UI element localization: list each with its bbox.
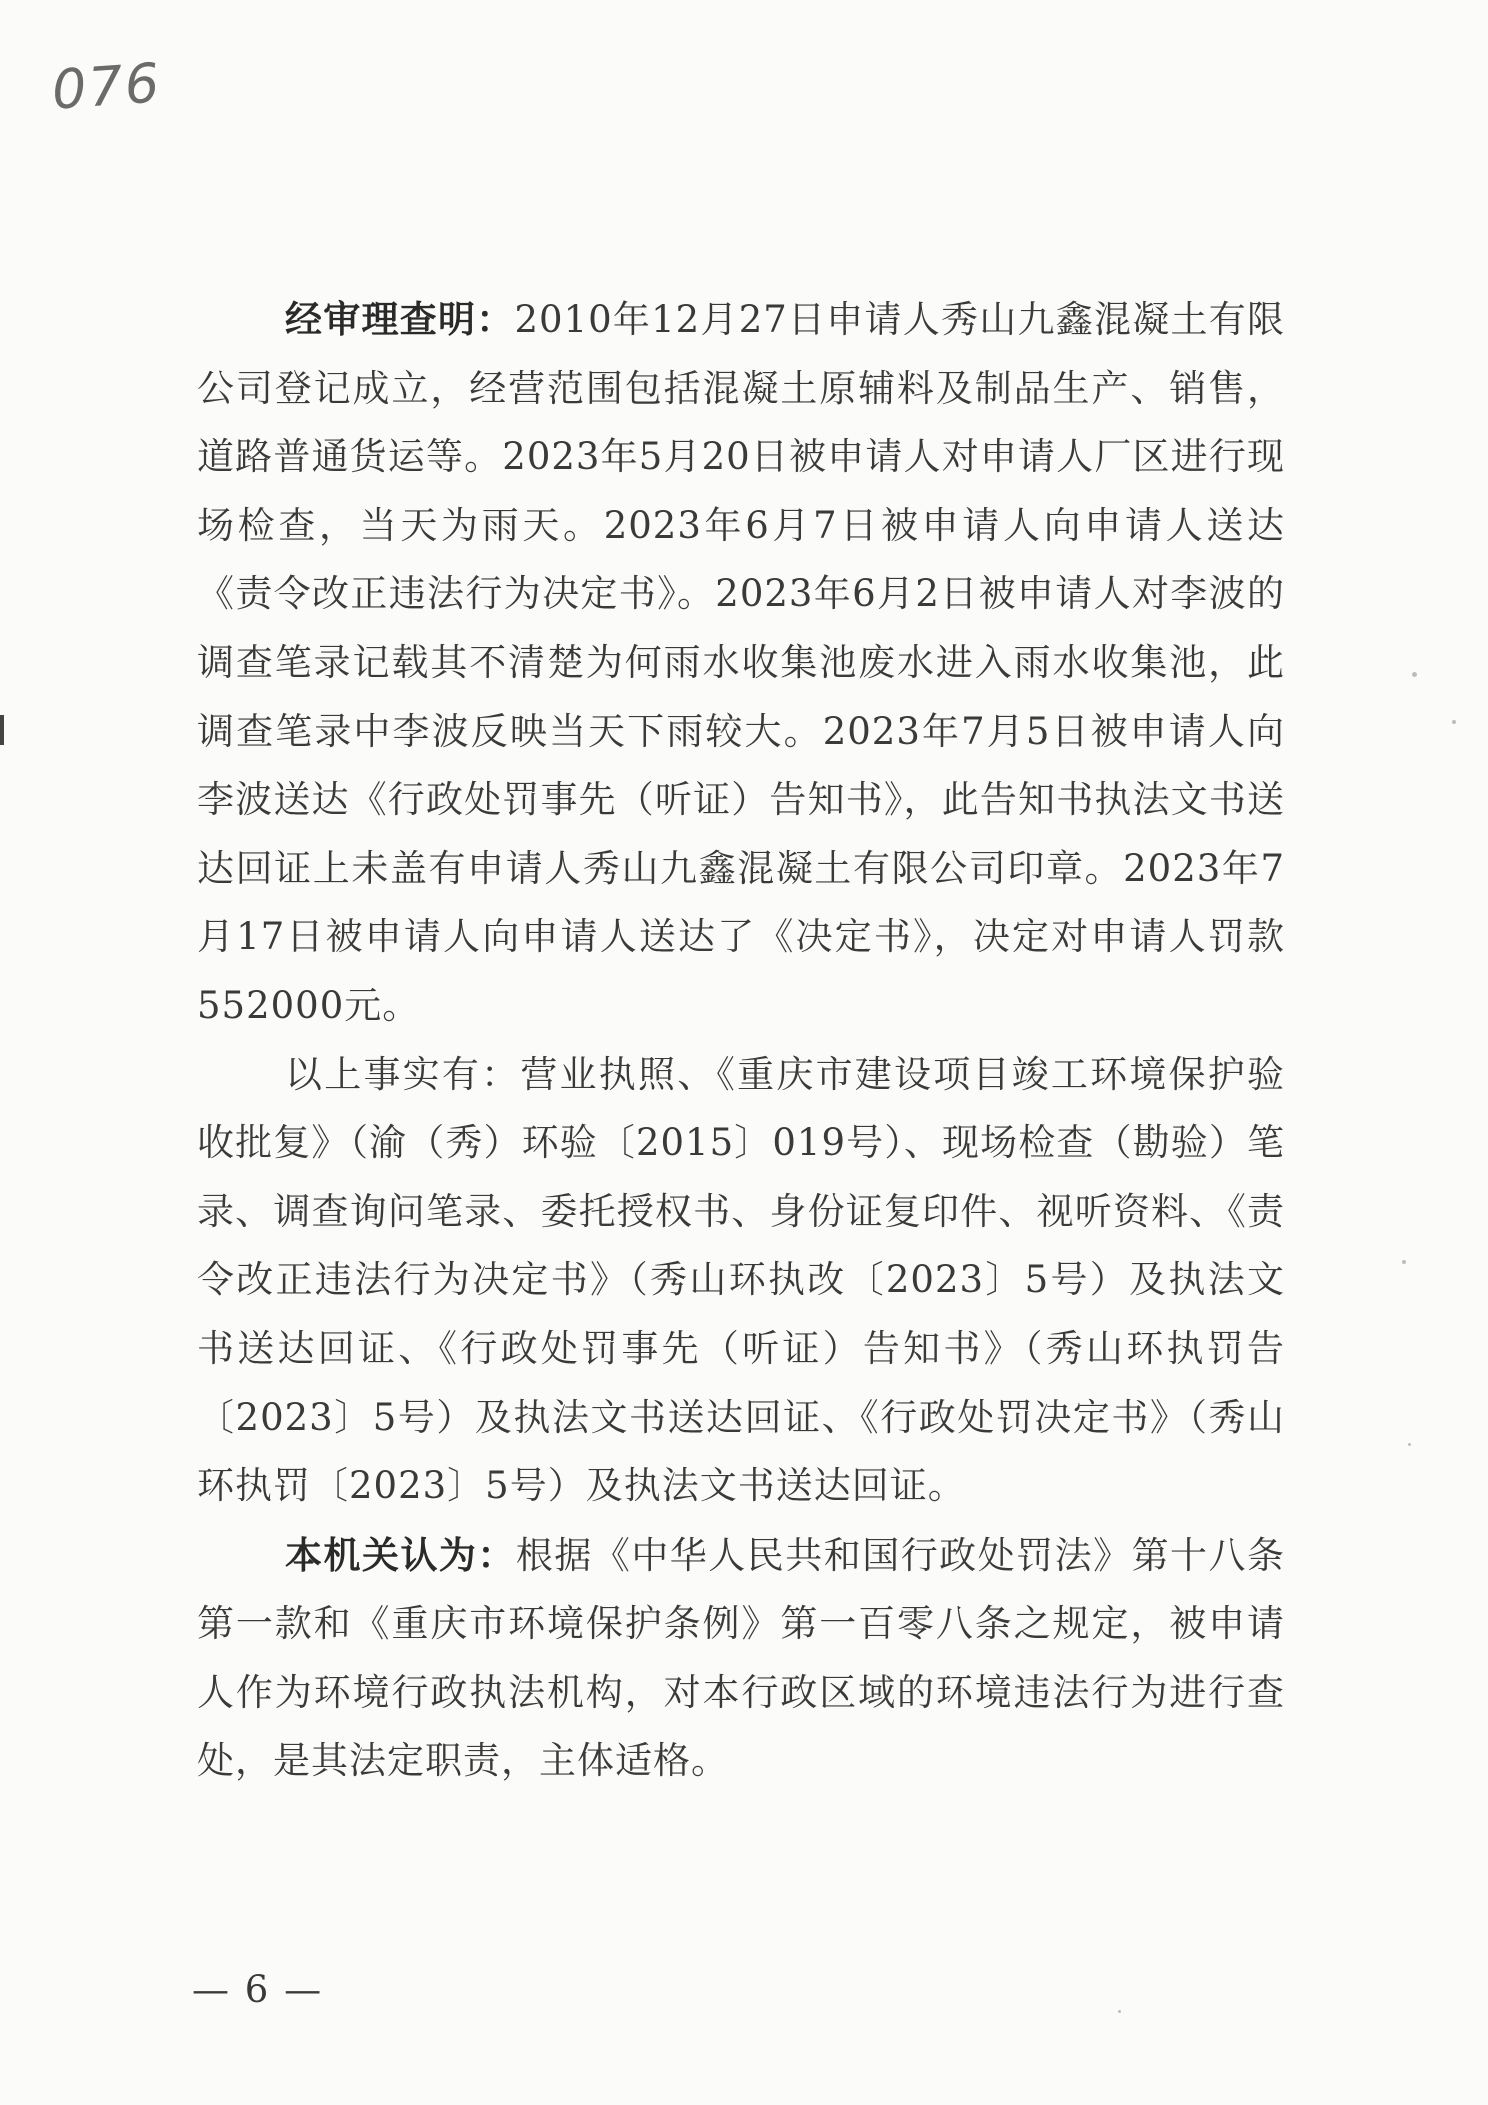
paragraph-lead: 经审理查明：	[285, 297, 515, 341]
paragraph-findings	[197, 285, 1285, 1041]
handwritten-page-mark: 076	[49, 51, 164, 122]
document-body	[197, 285, 1285, 1796]
scan-speck	[1452, 720, 1456, 724]
page-number: — 6 —	[192, 1968, 324, 2011]
paragraph-lead: 本机关认为：	[285, 1532, 516, 1577]
paragraph-text: 根据《中华人民共和国行政处罚法》第十八条第一款和《重庆市环境保护条例》第一百零八条之规定，被申请人作为环境行政执法机构，对本行政区域的环境违法行为进行查处，是其法定职责，主体适格。	[197, 1533, 1286, 1783]
scan-speck	[1408, 1443, 1411, 1446]
scan-speck	[1412, 672, 1417, 677]
paragraph-opinion	[197, 1521, 1285, 1796]
scan-speck	[1402, 1260, 1406, 1264]
paragraph-text: 以上事实有：营业执照、《重庆市建设项目竣工环境保护验收批复》（渝（秀）环验〔2015〕019号）、现场检查（勘验）笔录、调查询问笔录、委托授权书、身份证复印件、视听资料、《责令改正违法行为决定书》（秀山环执改〔2023〕5号）及执法文书送达回证、《行政处罚事先（听证）告知书》（秀山环执罚告〔2023〕5号）及执法文书送达回证、《行政处罚决定书》（秀山环执罚〔2023〕5号）及执法文书送达回证。	[197, 1052, 1285, 1508]
scan-edge-mark	[0, 715, 4, 745]
paragraph-evidence	[197, 1041, 1285, 1521]
scan-speck	[1118, 2010, 1121, 2013]
paragraph-text: 2010年12月27日申请人秀山九鑫混凝土有限公司登记成立，经营范围包括混凝土原辅料及制品生产、销售，道路普通货运等。2023年5月20日被申请人对申请人厂区进行现场检查，当天为雨天。2023年6月7日被申请人向申请人送达《责令改正违法行为决定书》。2023年6月2日被申请人对李波的调查笔录记载其不清楚为何雨水收集池废水进入雨水收集池，此调查笔录中李波反映当天下雨较大。2023年7月5日被申请人向李波送达《行政处罚事先（听证）告知书》，此告知书执法文书送达回证上未盖有申请人秀山九鑫混凝土有限公司印章。2023年7月17日被申请人向申请人送达了《决定书》，决定对申请人罚款552000元。	[197, 298, 1285, 1027]
